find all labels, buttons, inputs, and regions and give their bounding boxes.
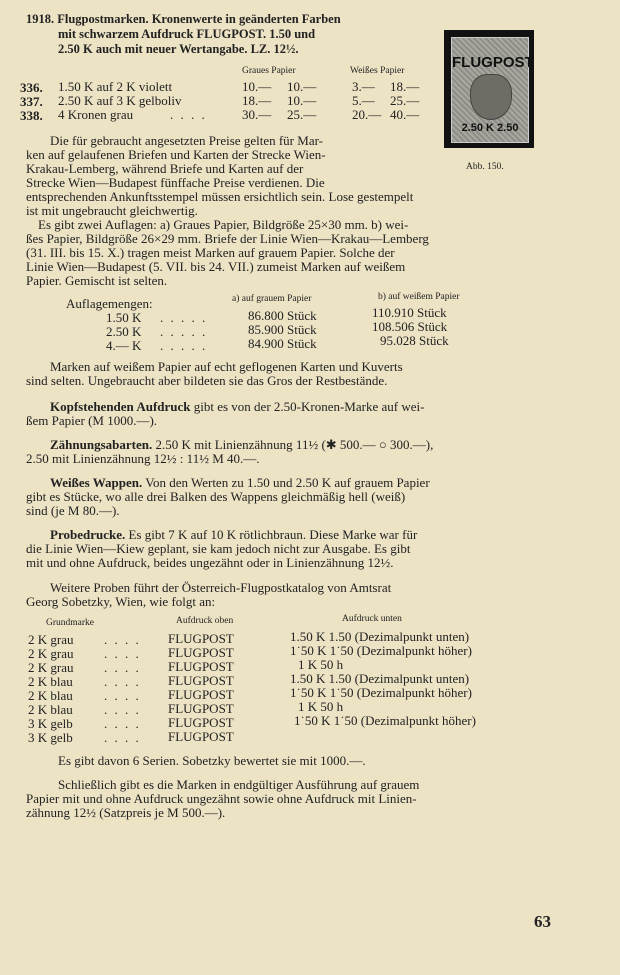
stamp-illustration: [444, 30, 534, 148]
proben-unten: 1˙50 K 1˙50 (Dezimalpunkt höher): [290, 643, 472, 658]
proben-unten: 1.50 K 1.50 (Dezimalpunkt unten): [290, 671, 470, 686]
auflage-col-a: a) auf grauem Papier: [232, 294, 312, 304]
paragraph-line: 2.50 mit Linienzähnung 12½ : 11½ M 40.—.: [26, 451, 260, 466]
proben-oben: FLUGPOST: [168, 645, 234, 660]
paragraph-line: [50, 400, 424, 414]
paragraph-line: [50, 476, 430, 490]
term-bold: Zähnungsabarten.: [50, 437, 153, 452]
term-text: Es gibt 7 K auf 10 K rötlichbraun. Diese Marke war für: [125, 527, 418, 542]
paragraph-line: Es gibt zwei Auflagen: a) Graues Papier, Bildgröße 25×30 mm. b) wei-: [38, 217, 409, 232]
paragraph-line: Es gibt davon 6 Serien. Sobetzky bewertet sie mit 1000.—.: [58, 753, 366, 768]
paragraph-line: ist mit ungebraucht gleichwertig.: [26, 203, 198, 218]
proben-col-grund: Grundmarke: [46, 618, 95, 628]
proben-oben: FLUGPOST: [168, 729, 234, 744]
term-bold: Probedrucke.: [50, 527, 126, 542]
auflage-count: 110.910 Stück: [372, 305, 447, 320]
proben-grund: 2 K grau: [28, 660, 74, 675]
paragraph-line: sind (je M 80.—).: [26, 503, 120, 518]
proben-oben: FLUGPOST: [168, 701, 234, 716]
proben-col-unten: Aufdruck unten: [342, 614, 402, 624]
proben-oben: FLUGPOST: [168, 715, 234, 730]
price-row-nr: 337.: [20, 94, 43, 109]
price-row-value: 30.—: [242, 107, 272, 122]
paragraph-line: Weitere Proben führt der Österreich-Flugpostkatalog von Amtsrat: [50, 580, 392, 595]
price-row-value: 18.—: [390, 79, 420, 94]
term-text: gibt es von der 2.50-Kronen-Marke auf wei-: [190, 399, 425, 414]
proben-grund: 2 K grau: [28, 632, 74, 647]
proben-unten: 1 K 50 h: [298, 657, 344, 672]
stamp-overprint: FLUGPOST: [452, 54, 534, 71]
paragraph-line: Krakau-Lemberg, während Briefe und Karten auf der: [26, 161, 304, 176]
paragraph-line: Schließlich gibt es die Marken in endgültiger Ausführung auf grauem: [58, 777, 420, 792]
paragraph-line: ken auf gelaufenen Briefen und Karten der Strecke Wien-: [26, 147, 326, 162]
proben-grund: 2 K grau: [28, 646, 74, 661]
proben-grund: 2 K blau: [28, 702, 73, 717]
leader-dots: . . . .: [104, 674, 141, 689]
paragraph-line: die Linie Wien—Kiew geplant, sie kam jedoch nicht zur Ausgabe. Es gibt: [26, 541, 411, 556]
paragraph-line: Die für gebraucht angesetzten Preise gelten für Mar-: [50, 133, 323, 148]
paragraph-line: [50, 528, 417, 542]
paragraph-line: ßem Papier (M 1000.—).: [26, 413, 158, 428]
leader-dots: . . . .: [104, 660, 141, 675]
price-row-value: 20.—: [352, 107, 382, 122]
proben-grund: 2 K blau: [28, 674, 73, 689]
term-bold: Kopfstehenden Aufdruck: [50, 399, 191, 414]
paragraph-line: sind selten. Ungebraucht aber bildeten sie das Gros der Restbestände.: [26, 373, 388, 388]
paragraph-line: Linie Wien—Budapest (5. VII. bis 24. VII.) zumeist Marken auf weißem: [26, 259, 406, 274]
term-text: Von den Werten zu 1.50 und 2.50 K auf grauem Papier: [142, 475, 430, 490]
leader-dots: . . . .: [170, 107, 207, 122]
auflage-count: 84.900 Stück: [248, 336, 317, 351]
paragraph-line: Papier mit und ohne Aufdruck ungezähnt sowie ohne Aufdruck mit Linien-: [26, 791, 417, 806]
leader-dots: . . . .: [104, 716, 141, 731]
paragraph-line: Papier. Gemischt ist selten.: [26, 273, 168, 288]
proben-oben: FLUGPOST: [168, 687, 234, 702]
col-header-weiss: Weißes Papier: [350, 66, 405, 76]
paragraph-line: gibt es Stücke, wo alle drei Balken des Wappens gleichmäßig hell (weiß): [26, 489, 406, 504]
auflage-value: 1.50 K: [106, 310, 142, 325]
proben-grund: 3 K gelb: [28, 730, 73, 745]
auflage-count: 85.900 Stück: [248, 322, 317, 337]
term-bold: Weißes Wappen.: [50, 475, 143, 490]
proben-unten: 1 K 50 h: [298, 699, 344, 714]
leader-dots: . . . .: [104, 702, 141, 717]
section-heading-line2: mit schwarzem Aufdruck FLUGPOST. 1.50 und: [58, 27, 316, 41]
term-text: 2.50 K mit Linienzähnung 11½ (✱ 500.— ○ 300.—),: [152, 437, 434, 452]
paragraph-line: [50, 438, 433, 452]
auflage-count: 95.028 Stück: [380, 333, 449, 348]
page-number: 63: [534, 912, 551, 931]
price-row-value: 40.—: [390, 107, 420, 122]
proben-unten: 1.50 K 1.50 (Dezimalpunkt unten): [290, 629, 470, 644]
price-row-nr: 336.: [20, 80, 43, 95]
leader-dots: . . . .: [104, 632, 141, 647]
leader-dots: . . . . .: [160, 338, 208, 353]
price-row-value: 10.—: [287, 79, 317, 94]
auflage-count: 108.506 Stück: [372, 319, 448, 334]
auflage-count: 86.800 Stück: [248, 308, 317, 323]
leader-dots: . . . . .: [160, 310, 208, 325]
paragraph-line: Strecke Wien—Budapest fünffache Preise verdienen. Die: [26, 175, 325, 190]
price-row-value: 10.—: [242, 79, 272, 94]
price-row-value: 18.—: [242, 93, 272, 108]
auflage-col-b: b) auf weißem Papier: [378, 292, 460, 302]
section-heading-line3: 2.50 K auch mit neuer Wertangabe. LZ. 12½.: [58, 42, 299, 56]
paragraph-line: ßes Papier, Bildgröße 26×29 mm. Briefe der Linie Wien—Krakau—Lemberg: [26, 231, 429, 246]
price-row-value: 3.—: [352, 79, 375, 94]
paragraph-line: mit und ohne Aufdruck, beides ungezähnt oder in Linienzähnung 12½.: [26, 555, 394, 570]
proben-oben: FLUGPOST: [168, 659, 234, 674]
leader-dots: . . . .: [104, 688, 141, 703]
figure-caption: Abb. 150.: [466, 162, 504, 172]
proben-col-oben: Aufdruck oben: [176, 616, 234, 626]
stamp-image: [451, 37, 534, 143]
proben-oben: FLUGPOST: [168, 631, 234, 646]
price-row-nr: 338.: [20, 108, 43, 123]
leader-dots: . . . .: [104, 730, 141, 745]
price-row-desc: 1.50 K auf 2 K violett: [58, 79, 173, 94]
section-heading-line1: 1918. Flugpostmarken. Kronenwerte in geänderten Farben: [26, 12, 341, 26]
leader-dots: . . . . .: [160, 324, 208, 339]
price-row-value: 5.—: [352, 93, 375, 108]
paragraph-line: entsprechenden Ankunftsstempel müssen ersichtlich sein. Lose gestempelt: [26, 189, 414, 204]
price-row-value: 25.—: [390, 93, 420, 108]
paragraph-line: Marken auf weißem Papier auf echt geflogenen Karten und Kuverts: [50, 359, 403, 374]
leader-dots: . . . .: [104, 646, 141, 661]
crest-icon: [470, 74, 512, 120]
paragraph-line: zähnung 12½ (Satzpreis je M 500.—).: [26, 805, 226, 820]
col-header-grau: Graues Papier: [242, 66, 296, 76]
proben-unten: 1˙50 K 1˙50 (Dezimalpunkt höher): [294, 713, 476, 728]
price-row-value: 10.—: [287, 93, 317, 108]
proben-unten: 1˙50 K 1˙50 (Dezimalpunkt höher): [290, 685, 472, 700]
auflage-value: 4.— K: [106, 338, 142, 353]
auflage-label: Auflagemengen:: [66, 296, 153, 311]
proben-grund: 3 K gelb: [28, 716, 73, 731]
paragraph-line: (31. III. bis 15. X.) tragen meist Marken auf grauem Papier. Solche der: [26, 245, 395, 260]
paragraph-line: Georg Sobetzky, Wien, wie folgt an:: [26, 594, 216, 609]
proben-grund: 2 K blau: [28, 688, 73, 703]
price-row-desc: 2.50 K auf 3 K gelboliv: [58, 93, 182, 108]
proben-oben: FLUGPOST: [168, 673, 234, 688]
price-row-desc: 4 Kronen grau: [58, 107, 134, 122]
price-row-value: 25.—: [287, 107, 317, 122]
stamp-value-overprint: 2.50 K 2.50: [461, 122, 519, 134]
auflage-value: 2.50 K: [106, 324, 142, 339]
